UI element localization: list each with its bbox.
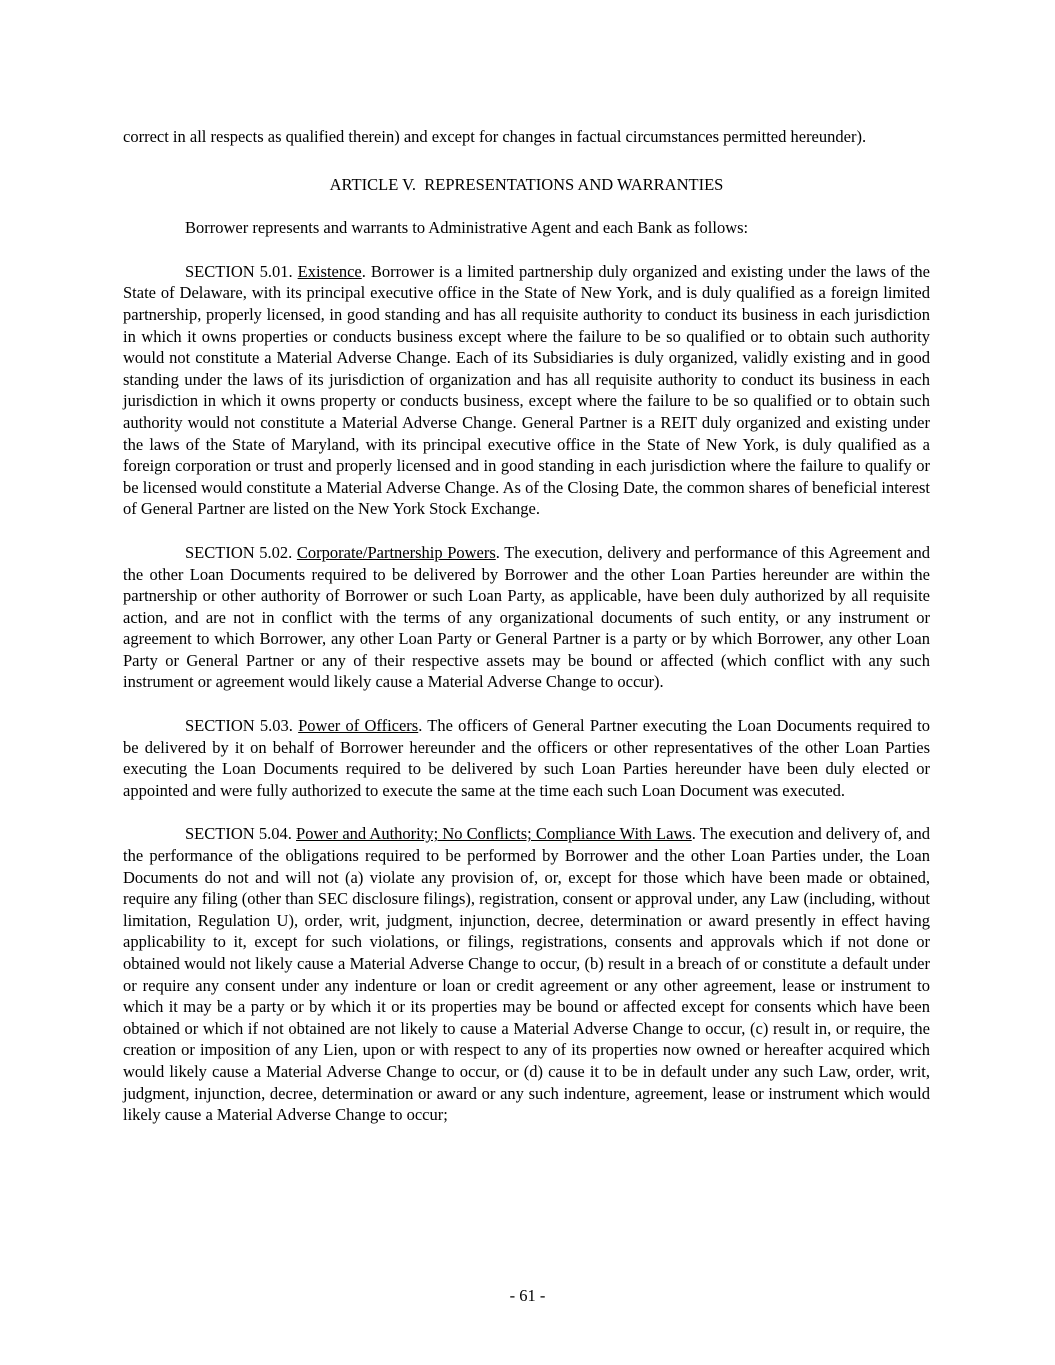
section-5-03-body: . The officers of General Partner executing the Loan Documents required to be delivered by it on behalf of Borrower hereunder and the officers or other representatives of the other Loan Parties executing the Loan Documents required to be delivered by such Loan Parties hereunder have been duly elected or appointed and were fully authorized to execute the same at the time each such Loan Document was executed.	[123, 716, 930, 800]
section-5-03	[123, 715, 930, 801]
section-5-04	[123, 823, 930, 1125]
section-5-01-label: SECTION 5.01.	[185, 261, 293, 281]
lead-in-paragraph: Borrower represents and warrants to Administrative Agent and each Bank as follows:	[185, 218, 749, 238]
paragraph-continuation: correct in all respects as qualified therein) and except for changes in factual circumstances permitted hereunder).	[123, 127, 867, 146]
section-5-03-label: SECTION 5.03.	[185, 716, 293, 736]
section-5-04-title: Power and Authority; No Conflicts; Compliance With Laws	[296, 824, 692, 844]
section-5-01-title: Existence	[297, 261, 362, 281]
section-5-01-body: . Borrower is a limited partnership duly organized and existing under the laws of the State of Delaware, with its principal executive office in the State of New York, and is duly qualified as a foreign limited partnership, properly licensed, in good standing and has all requisite authority to conduct its business in each jurisdiction in which it owns properties or conducts business except where the failure to be so qualified or to obtain such authority would not constitute a Material Adverse Change. Each of its Subsidiaries is duly organized, validly existing and in good standing under the laws of its jurisdiction of organization and has all requisite authority to conduct its business in each jurisdiction in which it owns property or conducts business, except where the failure to be so qualified or to obtain such authority would not constitute a Material Adverse Change. General Partner is a REIT duly organized and existing under the laws of the State of Maryland, with its principal executive office in the State of New York, is duly qualified as a foreign corporation or trust and properly licensed and in good standing in each jurisdiction where the failure to qualify or be licensed would constitute a Material Adverse Change. As of the Closing Date, the common shares of beneficial interest of General Partner are listed on the New York Stock Exchange.	[123, 261, 930, 519]
section-5-04-label: SECTION 5.04.	[185, 824, 292, 844]
section-5-03-title: Power of Officers	[298, 716, 419, 736]
section-5-01	[123, 261, 930, 520]
article-heading: ARTICLE V. REPRESENTATIONS AND WARRANTIES	[329, 174, 724, 194]
section-5-02-label: SECTION 5.02.	[185, 542, 293, 562]
section-5-02-body: . The execution, delivery and performance of this Agreement and the other Loan Documents required to be delivered by Borrower and the other Loan Parties hereunder are within the partnership or other authority of Borrower or such Loan Party, as applicable, have been duly authorized by all requisite action, and are not in conflict with the terms of any organizational documents of such entity, or any instrument or agreement to which Borrower, any other Loan Party or General Partner is a party or by which Borrower, any other Loan Party or General Partner or any of their respective assets may be bound or affected (which conflict with any such instrument or agreement would likely cause a Material Adverse Change to occur).	[123, 542, 931, 692]
page-number: - 61 -	[509, 1286, 546, 1306]
section-5-02-title: Corporate/Partnership Powers	[296, 542, 496, 562]
section-5-02	[123, 542, 930, 693]
section-5-04-body: . The execution and delivery of, and the performance of the obligations required to be performed by Borrower and the other Loan Parties under, the Loan Documents do not and will not (a) violate any provision of, or, except for those which have been made or obtained, require any filing (other than SEC disclosure filings), registration, consent or approval under, any Law (including, without limitation, Regulation U), order, writ, judgment, injunction, decree, determination or award presently in effect having applicability to it, except for such violations, or filings, registrations, consents and approvals which if not done or obtained would not likely cause a Material Adverse Change to occur, (b) result in a breach of or constitute a default under or require any consent under any indenture or loan or credit agreement or any other agreement, lease or instrument to which it may be a party or by which it or its properties may be bound or affected except for consents which have been obtained or which if not obtained are not likely to cause a Material Adverse Change to occur, (c) result in, or require, the creation or imposition of any Lien, upon or with respect to any of its properties now owned or hereafter acquired which would likely cause a Material Adverse Change to occur, or (d) cause it to be in default under any such Law, order, writ, judgment, injunction, decree, determination or award or any such indenture, agreement, lease or instrument which would likely cause a Material Adverse Change to occur;	[123, 824, 930, 1125]
